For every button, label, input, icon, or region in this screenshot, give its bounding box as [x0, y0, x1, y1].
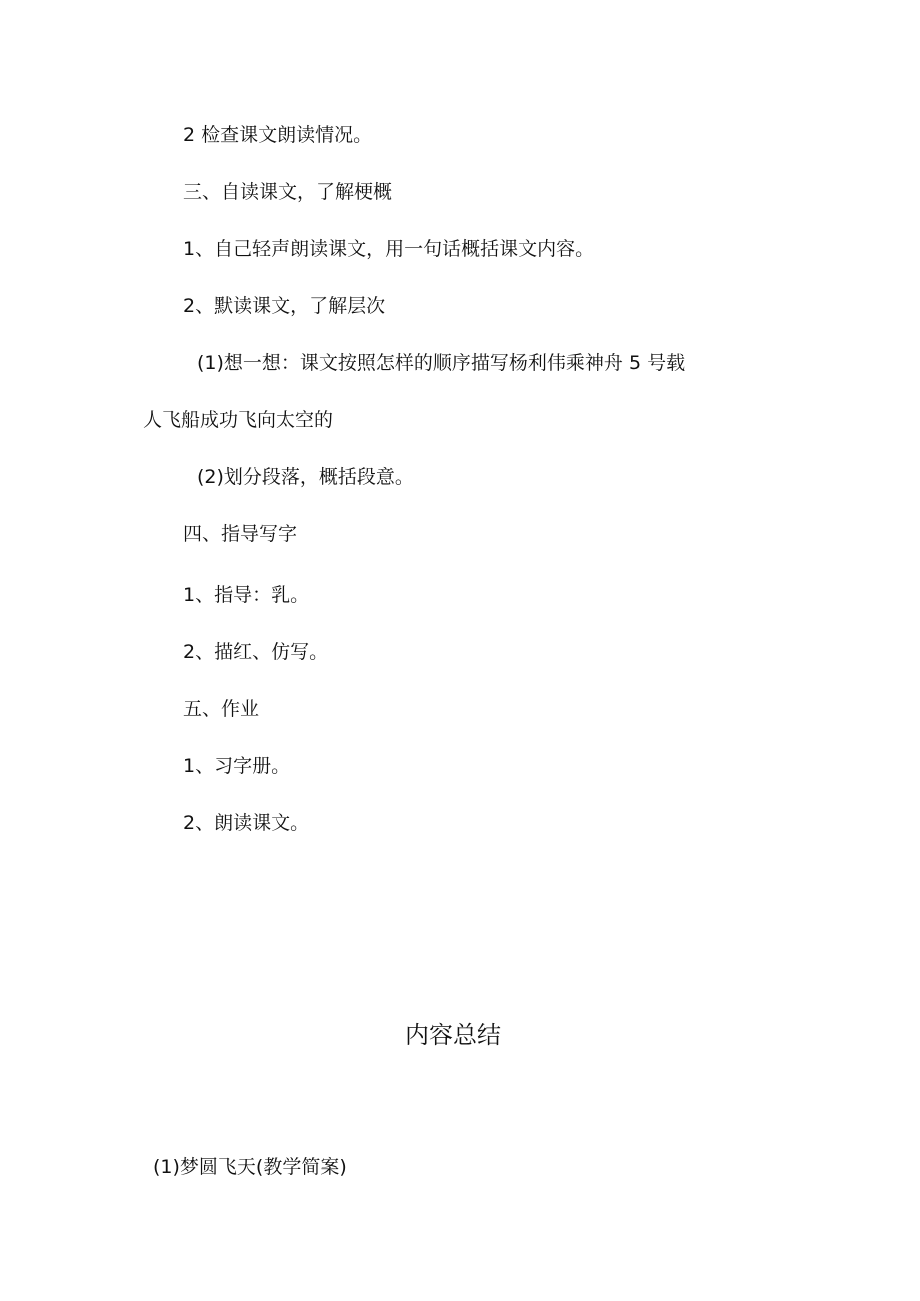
text-line-read-aloud: 1、自己轻声朗读课文，用一句话概括课文内容。 — [183, 238, 595, 260]
section-heading-3: 三、自读课文，了解梗概 — [183, 181, 393, 203]
text-line-read-text: 2、朗读课文。 — [183, 812, 310, 834]
summary-title: 内容总结 — [405, 1021, 501, 1049]
text-line-check-reading: 2 检查课文朗读情况。 — [183, 124, 373, 146]
text-line-think-continued: 人飞船成功飞向太空的 — [143, 409, 334, 431]
section-heading-4: 四、指导写字 — [183, 523, 298, 545]
text-line-think: (1)想一想：课文按照怎样的顺序描写杨利伟乘神舟 5 号载 — [197, 352, 686, 374]
text-line-divide-paragraphs: (2)划分段落，概括段意。 — [197, 466, 414, 488]
summary-item: (1)梦圆飞天(教学简案) — [153, 1156, 347, 1178]
section-heading-5: 五、作业 — [183, 698, 260, 720]
text-line-silent-read: 2、默读课文，了解层次 — [183, 295, 386, 317]
text-line-workbook: 1、习字册。 — [183, 755, 291, 777]
text-line-trace: 2、描红、仿写。 — [183, 641, 329, 663]
text-line-guide: 1、指导：乳。 — [183, 584, 310, 606]
